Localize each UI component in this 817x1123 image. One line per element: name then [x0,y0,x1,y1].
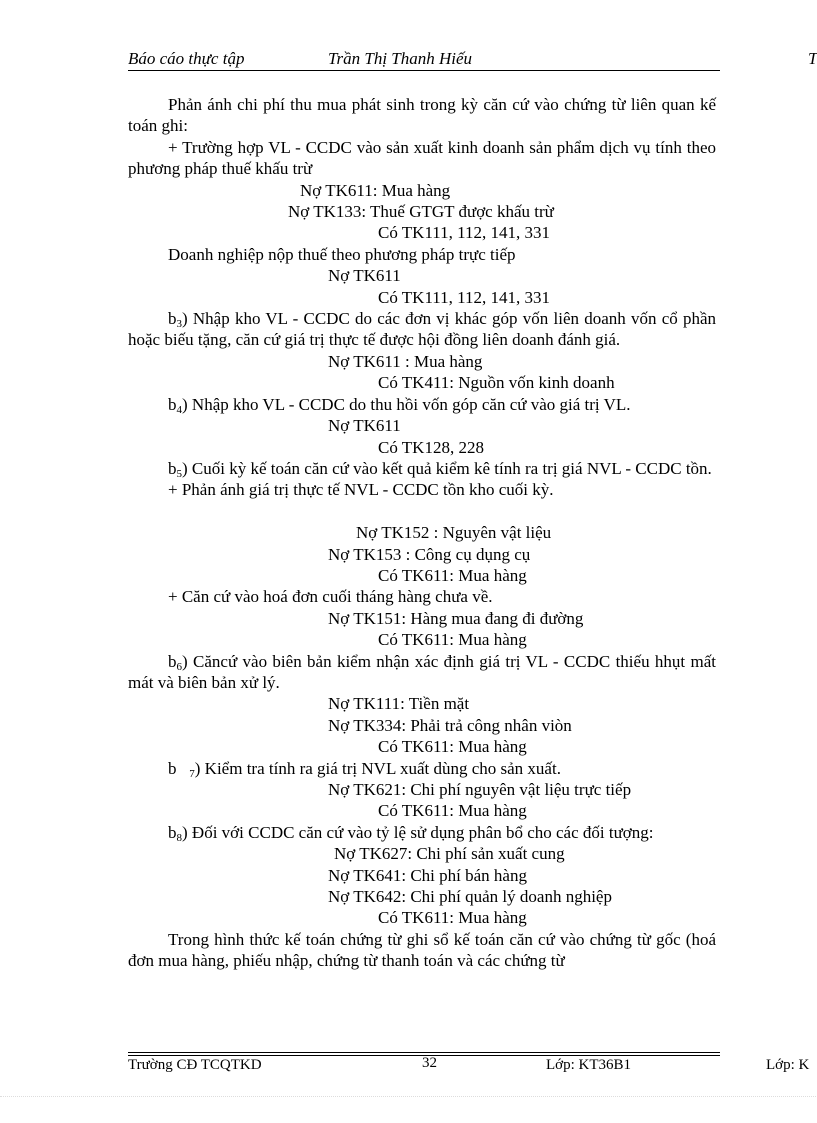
entry-line: Nợ TK611 [328,266,401,286]
marker-close: ) [182,822,188,842]
paragraph-text: Đối với CCDC căn cứ vào tỷ lệ sử dụng phân bổ cho các đối tượng: [191,822,654,842]
marker-b: b [168,458,177,478]
marker-sub: 3 [176,318,182,331]
marker-sub: 4 [176,403,182,416]
paragraph: Doanh nghiệp nộp thuế theo phương pháp trực tiếp [168,244,516,264]
footer-page-number: 32 [422,1055,437,1071]
marker-sub: 7 [189,767,195,780]
footer-class: Lớp: KT36B1 [546,1057,632,1073]
paragraph [128,308,716,351]
entry-line: Có TK111, 112, 141, 331 [378,287,551,307]
paragraph: + Trường hợp VL - CCDC vào sản xuất kinh doanh sản phẩm dịch vụ tính theo phương pháp thuế khấu trừ [128,137,716,179]
paragraph [128,822,716,843]
paragraph [128,651,716,694]
paragraph-text: Căncứ vào biên bản kiểm nhận xác định giá trị VL - CCDC thiếu hhụt mất mát và biên bản xử lý. [128,651,716,692]
header-cut-text: T [808,49,817,68]
entry-line: Nợ TK641: Chi phí bán hàng [328,865,527,885]
entry-line: Có TK611: Mua hàng [378,565,527,585]
marker-b: b [168,758,177,778]
paragraph-text: Nhập kho VL - CCDC do thu hồi vốn góp căn cứ vào giá trị VL. [191,394,631,414]
paragraph [128,394,716,415]
paragraph-text: Cuối kỳ kế toán căn cứ vào kết quả kiểm kê tính ra trị giá NVL - CCDC tồn. [191,458,712,478]
entry-line: Nợ TK611: Mua hàng [300,180,451,200]
footer-school: Trường CĐ TCQTKD [128,1057,262,1073]
entry-line: Có TK611: Mua hàng [378,630,527,650]
marker-close: ) [182,651,188,671]
entry-line: Có TK611: Mua hàng [378,801,527,821]
paragraph: + Phản ánh giá trị thực tế NVL - CCDC tồn kho cuối kỳ. [168,480,554,500]
entry-line: Nợ TK611 : Mua hàng [328,351,483,371]
entry-line: Nợ TK111: Tiền mặt [328,694,470,714]
header-author: Trần Thị Thanh Hiếu [328,49,473,68]
entry-line: Nợ TK334: Phải trả công nhân viòn [328,715,572,735]
paragraph [128,458,716,479]
entry-line: Nợ TK642: Chi phí quản lý doanh nghiệp [328,887,612,907]
paragraph-text: Nhập kho VL - CCDC do các đơn vị khác góp vốn liên doanh vốn cổ phần hoặc biếu tặng, căn cứ giá trị thực tế được hội đồng liên doanh đánh giá. [128,309,717,350]
entry-line: Nợ TK152 : Nguyên vật liệu [356,523,552,543]
entry-line: Nợ TK611 [328,416,401,436]
header-rule [128,70,720,71]
marker-b: b [168,394,177,414]
footer-rule [128,1052,720,1053]
marker-close: ) [182,394,188,414]
entry-line: Nợ TK151: Hàng mua đang đi đường [328,608,584,628]
paragraph: Trong hình thức kế toán chứng từ ghi sổ kế toán căn cứ vào chứng từ gốc (hoá đơn mua hàng, phiếu nhập, chứng từ thanh toán và các chứng từ [128,929,716,971]
paragraph [128,758,716,779]
marker-b: b [168,651,177,671]
marker-b: b [168,309,177,329]
marker-close: ) [194,758,201,778]
entry-line: Có TK411: Nguồn vốn kinh doanh [378,373,615,393]
entry-line: Có TK111, 112, 141, 331 [378,223,551,243]
marker-sub: 8 [176,831,182,844]
entry-line: Có TK611: Mua hàng [378,908,527,928]
page-edge [0,1096,816,1097]
marker-sub: 6 [176,660,182,673]
header-title: Báo cáo thực tập [128,49,245,68]
paragraph: + Căn cứ vào hoá đơn cuối tháng hàng chưa về. [168,587,493,607]
marker-b: b [168,822,177,842]
paragraph-text: Kiểm tra tính ra giá trị NVL xuất dùng cho sản xuất. [204,758,561,778]
marker-sub: 5 [176,467,182,480]
entry-line: Nợ TK133: Thuế GTGT được khấu trừ [288,202,554,222]
footer-class-cut: Lớp: K [766,1057,810,1073]
entry-line: Nợ TK621: Chi phí nguyên vật liệu trực tiếp [328,779,632,799]
entry-line: Nợ TK627: Chi phí sản xuất cung [334,844,565,864]
entry-line: Nợ TK153 : Công cụ dụng cụ [328,544,531,564]
blank-line [128,501,716,522]
entry-line: Có TK611: Mua hàng [378,737,527,757]
entry-line: Có TK128, 228 [378,437,484,457]
page-body [128,94,716,972]
marker-close: ) [182,309,188,329]
paragraph: Phản ánh chi phí thu mua phát sinh trong kỳ căn cứ vào chứng từ liên quan kế toán ghi: [128,95,716,136]
marker-close: ) [182,458,188,478]
